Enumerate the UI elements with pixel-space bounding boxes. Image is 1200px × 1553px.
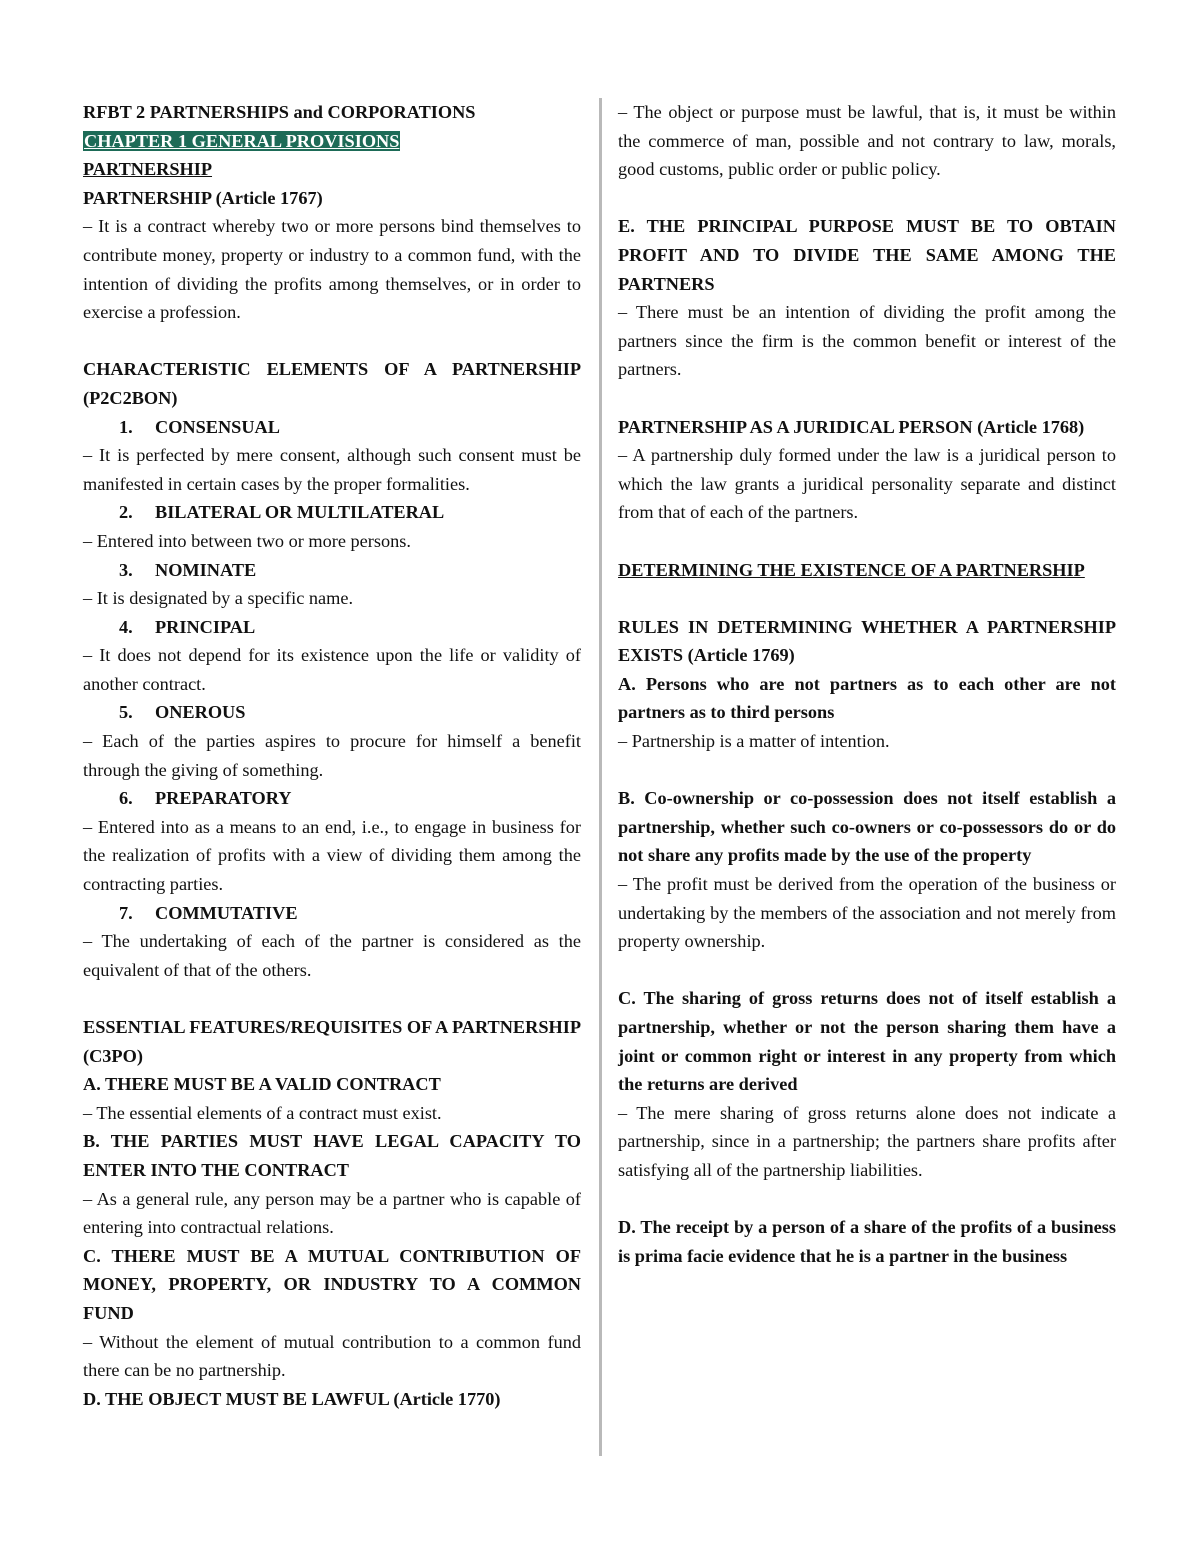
requisite-e-text: – There must be an intention of dividing the profit among the partners since the firm is the common benefit or interest of the partners.: [618, 302, 1116, 380]
juridical-text: – A partnership duly formed under the law is a juridical person to which the law grants a juridical personality separate and distinct from that of each of the partners.: [618, 445, 1116, 523]
rule-label: A. Persons who are not partners as to each other are not partners as to third persons: [618, 673, 1116, 723]
characteristic-text: – Each of the parties aspires to procure for himself a benefit through the giving of something.: [83, 731, 581, 780]
characteristic-label: 6. PREPARATORY: [119, 788, 292, 809]
requisite-label: B. THE PARTIES MUST HAVE LEGAL CAPACITY TO ENTER INTO THE CONTRACT: [83, 1131, 581, 1180]
requisite-d-text: – The object or purpose must be lawful, that is, it must be within the commerce of man, possible and not contrary to law, morals, good customs, public order or public policy.: [618, 102, 1116, 180]
characteristic-text: – It is perfected by mere consent, although such consent must be manifested in certain cases by the proper formalities.: [83, 445, 581, 494]
characteristic-text: – The undertaking of each of the partner is considered as the equivalent of that of the others.: [83, 931, 581, 980]
requisite-text: – The essential elements of a contract must exist.: [83, 1102, 442, 1123]
characteristic-label: 4. PRINCIPAL: [119, 616, 256, 637]
document-title: RFBT 2 PARTNERSHIPS and CORPORATIONS: [83, 102, 476, 122]
requisite-e-label: E. THE PRINCIPAL PURPOSE MUST BE TO OBTAIN PROFIT AND TO DIVIDE THE SAME AMONG THE PARTNERS: [618, 216, 1116, 294]
characteristic-text: – It is designated by a specific name.: [83, 588, 354, 609]
rule-text: – Partnership is a matter of intention.: [618, 731, 890, 752]
characteristic-label: 2. BILATERAL OR MULTILATERAL: [119, 502, 445, 523]
requisite-label: A. THERE MUST BE A VALID CONTRACT: [83, 1074, 441, 1095]
characteristics-heading: CHARACTERISTIC ELEMENTS OF A PARTNERSHIP (P2C2BON): [83, 359, 581, 408]
chapter-heading: CHAPTER 1 GENERAL PROVISIONS: [84, 130, 400, 151]
requisite-label: C. THERE MUST BE A MUTUAL CONTRIBUTION OF MONEY, PROPERTY, OR INDUSTRY TO A COMMON FUND: [83, 1245, 581, 1323]
left-column: [83, 98, 581, 1413]
characteristic-label: 5. ONEROUS: [119, 702, 246, 723]
characteristic-label: 3. NOMINATE: [119, 559, 257, 580]
rule-text: – The profit must be derived from the operation of the business or undertaking by the members of the association and not merely from property ownership.: [618, 874, 1116, 952]
requisite-text: – Without the element of mutual contribution to a common fund there can be no partnership.: [83, 1331, 581, 1381]
definition-text: – It is a contract whereby two or more persons bind themselves to contribute money, property or industry to a common fund, with the intention of dividing the profits among themselves, or in order to exercise a profession.: [83, 216, 581, 323]
requisite-d-label: D. THE OBJECT MUST BE LAWFUL (Article 1770): [83, 1388, 501, 1409]
characteristic-label: 1. CONSENSUAL: [119, 416, 280, 437]
rule-label: B. Co-ownership or co-possession does not itself establish a partnership, whether such co-owners or co-possessors do or do not share any profits made by the use of the property: [618, 788, 1116, 866]
section-heading: PARTNERSHIP: [83, 159, 213, 180]
rule-text: – The mere sharing of gross returns alone does not indicate a partnership, since in a partnership; the partners share profits after satisfying all of the partnership liabilities.: [618, 1102, 1116, 1180]
rule-d-label: D. The receipt by a person of a share of the profits of a business is prima facie evidence that he is a partner in the business: [618, 1217, 1116, 1266]
requisites-heading: ESSENTIAL FEATURES/REQUISITES OF A PARTNERSHIP (C3PO): [83, 1017, 581, 1066]
characteristic-text: – It does not depend for its existence upon the life or validity of another contract.: [83, 645, 581, 694]
right-column: [618, 98, 1116, 1270]
rules-heading: RULES IN DETERMINING WHETHER A PARTNERSHIP EXISTS (Article 1769): [618, 616, 1116, 666]
juridical-heading: PARTNERSHIP AS A JURIDICAL PERSON (Article 1768): [618, 416, 1085, 437]
definition-heading: PARTNERSHIP (Article 1767): [83, 187, 323, 208]
column-divider: [599, 98, 602, 1456]
characteristic-text: – Entered into as a means to an end, i.e., to engage in business for the realization of profits with a view of dividing them among the contracting parties.: [83, 816, 581, 895]
characteristic-label: 7. COMMUTATIVE: [119, 902, 298, 923]
rule-label: C. The sharing of gross returns does not of itself establish a partnership, whether or not the person sharing them have a joint or common right or interest in any property from which the returns are derived: [618, 988, 1116, 1095]
requisite-text: – As a general rule, any person may be a partner who is capable of entering into contractual relations.: [83, 1188, 581, 1238]
determining-heading: DETERMINING THE EXISTENCE OF A PARTNERSHIP: [618, 559, 1085, 580]
characteristic-text: – Entered into between two or more persons.: [83, 530, 411, 551]
